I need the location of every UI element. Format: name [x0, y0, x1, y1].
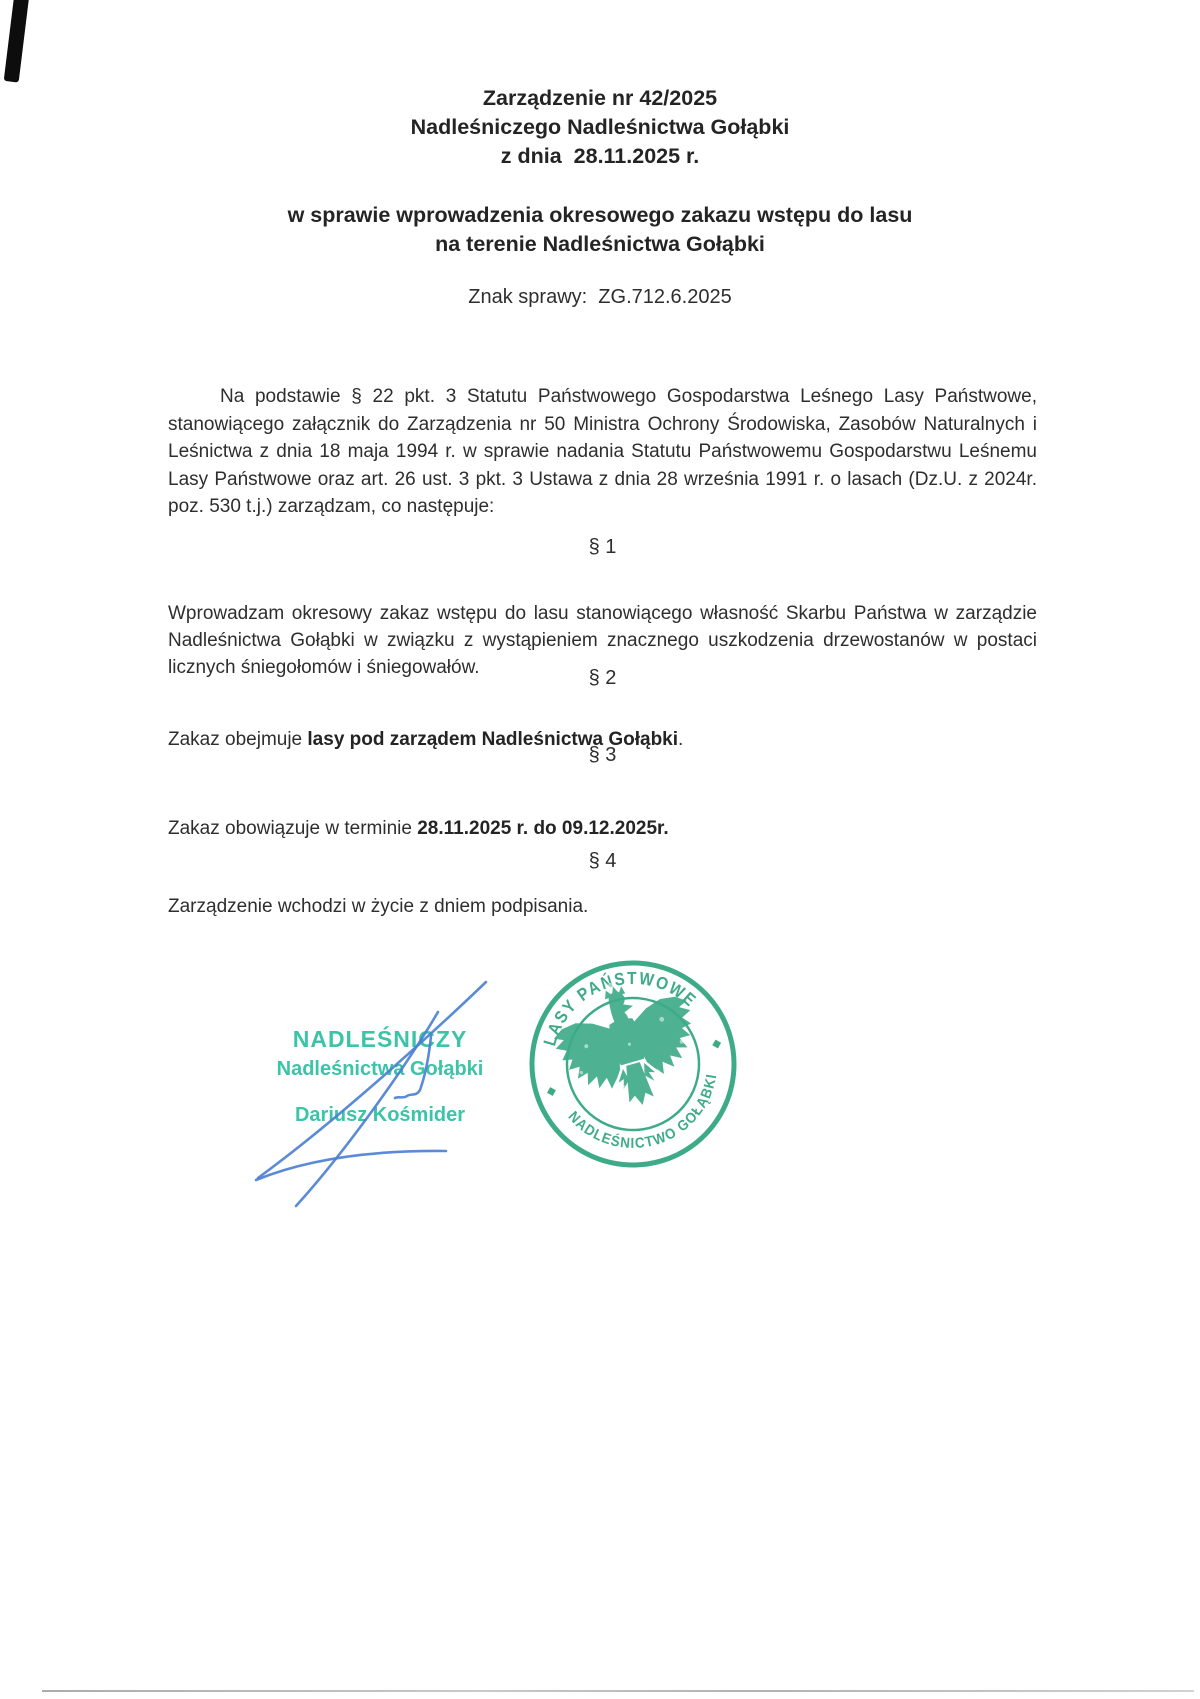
- section-1-text: Wprowadzam okresowy zakaz wstępu do lasu stanowiącego własność Skarbu Państwa w zarządzie Nadleśnictwa Gołąbki w związku z wystąpieniem znacznego uszkodzenia drzewostanów w postaci licznych śniegołomów i śniegowałów.: [168, 603, 1037, 678]
- document-title: [0, 84, 1200, 171]
- signer-name: Dariusz Kośmider: [294, 1104, 466, 1126]
- title-line-1: Zarządzenie nr 42/2025: [482, 86, 718, 110]
- scan-artifact-bottom-line: [42, 1690, 1194, 1692]
- section-2-marker: § 2: [588, 667, 617, 689]
- seal-top-text: LASY PAŃSTWOWE: [539, 967, 703, 1048]
- role-stamp-title: NADLEŚNICZY: [292, 1026, 468, 1052]
- case-reference: Znak sprawy: ZG.712.6.2025: [468, 286, 732, 308]
- subject-line-1: w sprawie wprowadzenia okresowego zakazu wstępu do lasu: [287, 203, 913, 227]
- signature-stroke: [395, 1036, 431, 1098]
- section-2-bold: lasy pod zarządem Nadleśnictwa Gołąbki: [307, 729, 679, 750]
- title-line-2: Nadleśniczego Nadleśnictwa Gołąbki: [410, 115, 790, 139]
- section-4-marker: § 4: [588, 850, 617, 872]
- signature-stroke: [258, 982, 486, 1178]
- seal-left-diamond-icon: ◆: [544, 1082, 558, 1099]
- seal-right-diamond-icon: ◆: [710, 1035, 723, 1052]
- section-3-bold: 28.11.2025 r. do 09.12.2025r.: [417, 818, 669, 839]
- signature-stroke: [256, 1151, 446, 1180]
- seal-bottom-text: NADLEŚNICTWO GOŁĄBKI: [564, 1071, 721, 1153]
- section-4-text: Zarządzenie wchodzi w życie z dniem podpisania.: [168, 896, 589, 917]
- section-1-marker: § 1: [588, 536, 617, 558]
- role-stamp-unit: Nadleśnictwa Gołąbki: [276, 1058, 484, 1080]
- section-3-marker: § 3: [588, 744, 617, 766]
- document-subject: [0, 201, 1200, 259]
- legal-basis-paragraph: Na podstawie § 22 pkt. 3 Statutu Państwowego Gospodarstwa Leśnego Lasy Państwowe, stanowiącego załącznik do Zarządzenia nr 50 Ministra Ochrony Środowiska, Zasobów Naturalnych i Leśnictwa z dnia 18 maja 1994 r. w sprawie nadania Statutu Państwowemu Gospodarstwu Leśnemu Lasy Państwowe oraz art. 26 ust. 3 pkt. 3 Ustawa z dnia 28 września 1991 r. o lasach (Dz.U. z 2024r. poz. 530 t.j.) zarządzam, co następuje:: [168, 386, 1037, 517]
- official-round-seal: [497, 928, 769, 1200]
- signature-stroke: [296, 1012, 438, 1206]
- title-line-3: z dnia 28.11.2025 r.: [500, 144, 700, 168]
- section-3-text: [168, 815, 1037, 843]
- section-2-suffix: .: [678, 729, 684, 750]
- section-3-prefix: Zakaz obowiązuje w terminie: [168, 818, 418, 839]
- section-2-prefix: Zakaz obejmuje: [168, 729, 308, 750]
- handwritten-signature: [220, 960, 520, 1230]
- subject-line-2: na terenie Nadleśnictwa Gołąbki: [435, 232, 765, 256]
- scan-artifact-corner-mark: [4, 0, 30, 83]
